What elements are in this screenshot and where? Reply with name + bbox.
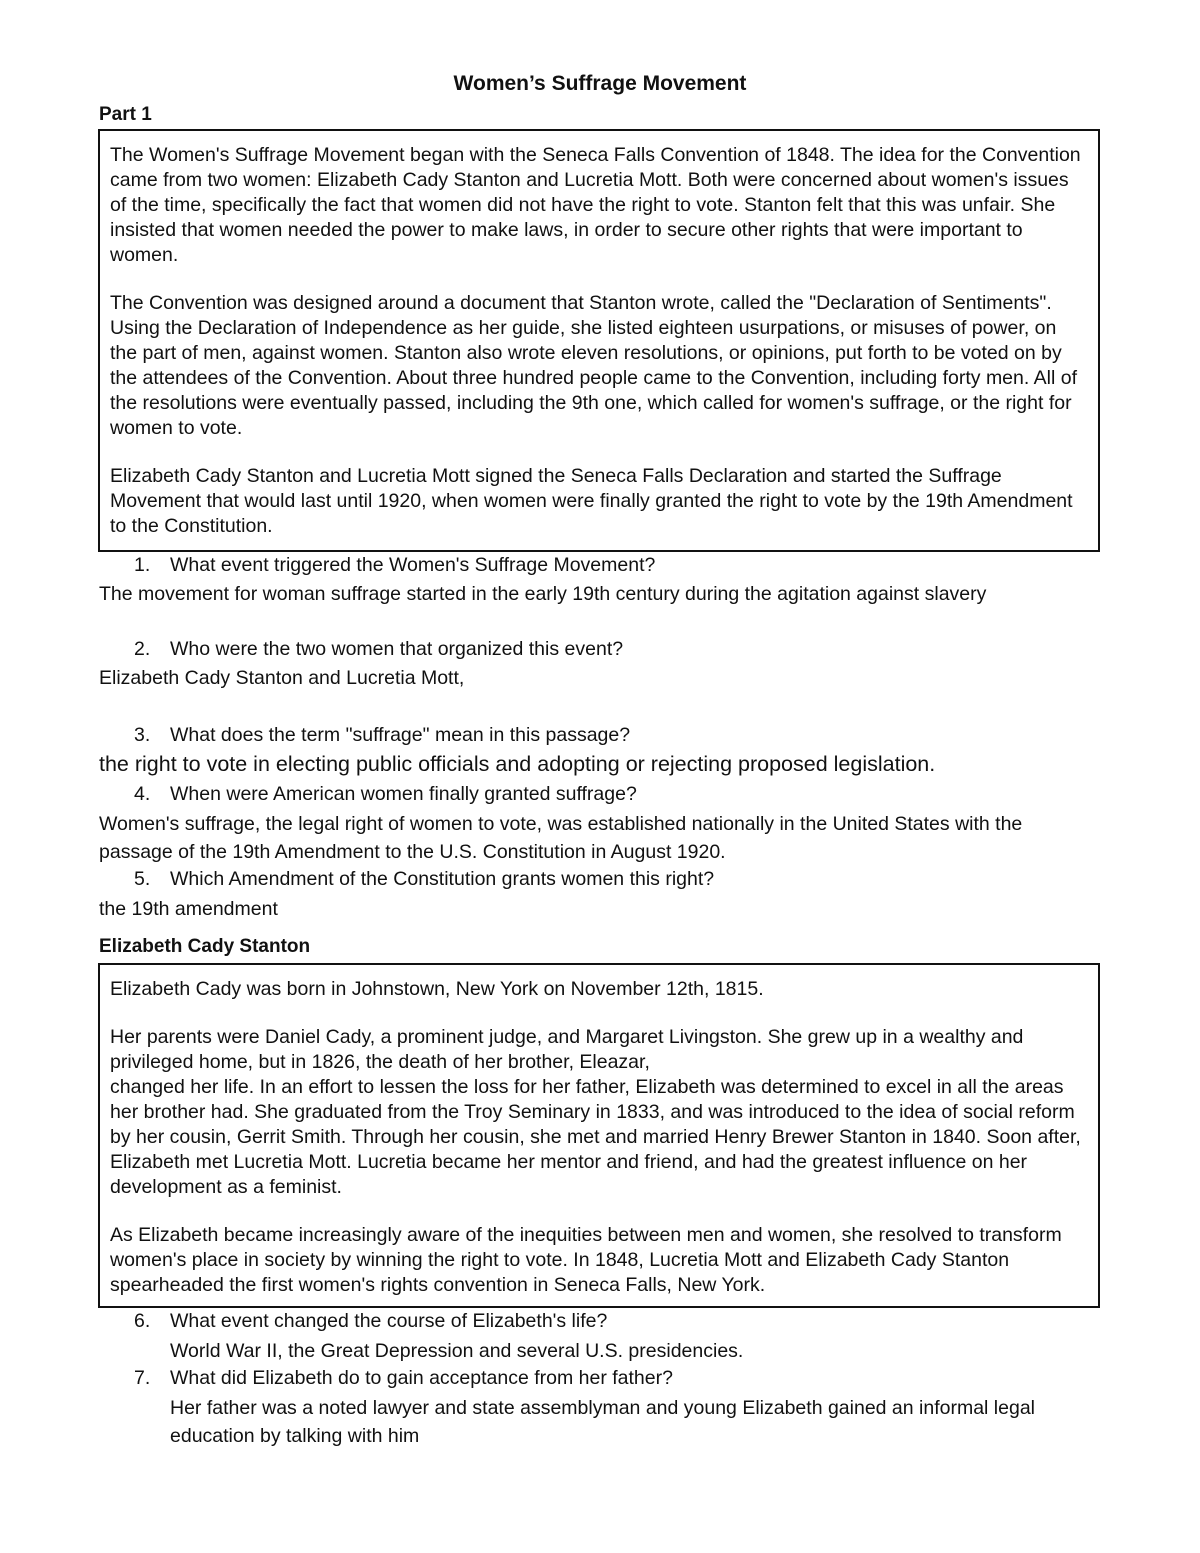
question-text: Who were the two women that organized this event?: [170, 638, 624, 660]
part2-passage-box: [98, 963, 1100, 1308]
question-number: 1.: [134, 554, 151, 576]
answer-7: Her father was a noted lawyer and state assemblyman and young Elizabeth gained an informal legal education by talking with him: [170, 1397, 1036, 1447]
page-title: Women’s Suffrage Movement: [453, 72, 747, 95]
part2-paragraph: As Elizabeth became increasingly aware of the inequities between men and women, she resolved to transform women's place in society by winning the right to vote. In 1848, Lucretia Mott and Elizabeth Cady Stanton spearheaded the first women's rights convention in Seneca Falls, New York.: [110, 1224, 1062, 1296]
question-number: 6.: [134, 1310, 151, 1332]
part2-paragraph: Her parents were Daniel Cady, a prominent judge, and Margaret Livingston. She grew up in a wealthy and privileged home, but in 1826, the death of her brother, Eleazar,: [110, 1026, 1024, 1073]
question-text: What event changed the course of Elizabeth's life?: [170, 1310, 608, 1332]
question-text: What did Elizabeth do to gain acceptance from her father?: [170, 1367, 673, 1389]
question-text: Which Amendment of the Constitution grants women this right?: [170, 868, 715, 890]
answer-5: the 19th amendment: [99, 898, 278, 920]
part2-paragraph: changed her life. In an effort to lessen the loss for her father, Elizabeth was determined to excel in all the areas her brother had. She graduated from the Troy Seminary in 1833, and was introduced to the idea of social reform by her cousin, Gerrit Smith. Through her cousin, she met and married Henry Brewer Stanton in 1840. Soon after, Elizabeth met Lucretia Mott. Lucretia became her mentor and friend, and had the greatest influence on her development as a feminist.: [110, 1076, 1081, 1198]
question-4: [134, 782, 637, 807]
part2-heading: Elizabeth Cady Stanton: [99, 936, 311, 957]
answer-4: Women's suffrage, the legal right of women to vote, was established nationally in the United States with the passage of the 19th Amendment to the U.S. Constitution in August 1920.: [99, 813, 1023, 863]
part1-heading: Part 1: [99, 104, 152, 125]
question-number: 3.: [134, 724, 151, 746]
question-3: [134, 723, 630, 748]
question-7: [134, 1366, 673, 1391]
part2-paragraph: Elizabeth Cady was born in Johnstown, New York on November 12th, 1815.: [110, 978, 764, 1000]
question-6: [134, 1309, 607, 1334]
question-5: [134, 867, 714, 892]
part1-paragraph: The Women's Suffrage Movement began with the Seneca Falls Convention of 1848. The idea for the Convention came from two women: Elizabeth Cady Stanton and Lucretia Mott. Both were concerned about women's issues of the time, specifically the fact that women did not have the right to vote. Stanton felt that this was unfair. She insisted that women needed the power to make laws, in order to secure other rights that were important to women.: [110, 144, 1081, 266]
question-2: [134, 637, 623, 662]
answer-3: the right to vote in electing public officials and adopting or rejecting proposed legislation.: [99, 752, 936, 776]
question-number: 4.: [134, 783, 151, 805]
question-text: What event triggered the Women's Suffrage Movement?: [170, 554, 656, 576]
part1-paragraph: Elizabeth Cady Stanton and Lucretia Mott signed the Seneca Falls Declaration and started the Suffrage Movement that would last until 1920, when women were finally granted the right to vote by the 19th Amendment to the Constitution.: [110, 465, 1073, 537]
question-text: What does the term "suffrage" mean in this passage?: [170, 724, 631, 746]
question-number: 5.: [134, 868, 151, 890]
question-1: [134, 553, 655, 578]
answer-6: World War II, the Great Depression and several U.S. presidencies.: [170, 1340, 744, 1362]
answer-2: Elizabeth Cady Stanton and Lucretia Mott,: [99, 667, 465, 689]
question-number: 2.: [134, 638, 151, 660]
part1-paragraph: The Convention was designed around a document that Stanton wrote, called the "Declaration of Sentiments". Using the Declaration of Independence as her guide, she listed eighteen usurpations, or misuses of power, on the part of men, against women. Stanton also wrote eleven resolutions, or opinions, put forth to be voted on by the attendees of the Convention. About three hundred people came to the Convention, including forty men. All of the resolutions were eventually passed, including the 9th one, which called for women's suffrage, or the right for women to vote.: [110, 292, 1077, 439]
answer-1: The movement for woman suffrage started in the early 19th century during the agitation against slavery: [99, 583, 987, 605]
question-text: When were American women finally granted suffrage?: [170, 783, 637, 805]
part1-passage-box: [98, 129, 1100, 552]
question-number: 7.: [134, 1367, 151, 1389]
